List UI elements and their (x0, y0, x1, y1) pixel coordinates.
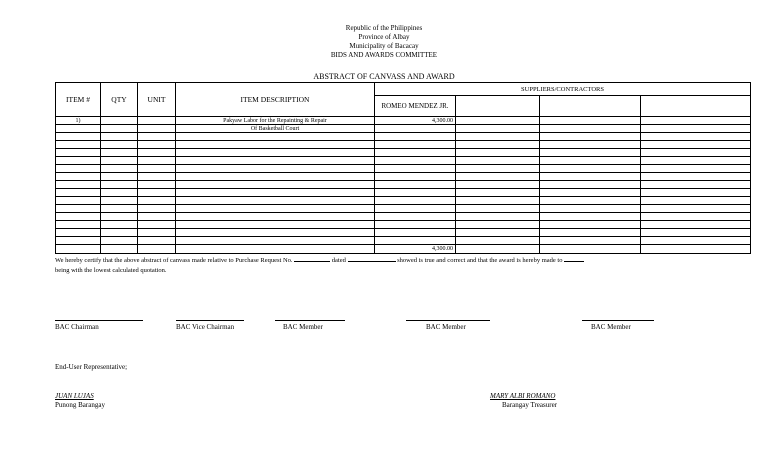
signature-line (275, 320, 345, 321)
end-user-name: JUAN LUJAS (55, 392, 94, 400)
col-header-item: ITEM # (56, 83, 101, 117)
table-row (56, 117, 751, 125)
item-amount: 4,300.00 (375, 117, 456, 125)
bac-chairman-label: BAC Chairman (55, 323, 99, 331)
certification-text: We hereby certify that the above abstract of canvass made relative to Purchase Request No. dated showed is true and correct and that the award is hereby made to being with the lowest calculated quotation. (55, 255, 715, 276)
letterhead (0, 24, 768, 60)
item-number: 1) (56, 117, 101, 125)
item-description-line2: Of Basketball Court (176, 125, 375, 133)
suppliers-header: SUPPLIERS/CONTRACTORS (375, 83, 751, 96)
total-amount: 4,300.00 (375, 245, 456, 254)
table-row (56, 141, 751, 149)
table-row (56, 157, 751, 165)
table-row (56, 149, 751, 157)
header-municipality: Municipality of Bacacay (349, 42, 419, 50)
supplier-name: ROMEO MENDEZ JR. (375, 96, 456, 117)
signature-line (176, 320, 244, 321)
table-row (56, 221, 751, 229)
table-row (56, 189, 751, 197)
header-province: Province of Albay (358, 33, 410, 41)
table-row (56, 237, 751, 245)
total-row (56, 245, 751, 254)
end-user-block (55, 392, 105, 410)
bac-member-label: BAC Member (426, 323, 466, 331)
table-row (56, 125, 751, 133)
col-header-qty: QTY (101, 83, 138, 117)
table-row (56, 173, 751, 181)
table-row (56, 205, 751, 213)
document-title: ABSTRACT OF CANVASS AND AWARD (313, 72, 455, 81)
item-description-line1: Pakyaw Labor for the Repainting & Repair (176, 117, 375, 125)
abstract-table (55, 82, 751, 254)
date-blank (348, 255, 396, 262)
header-committee: BIDS AND AWARDS COMMITTEE (330, 51, 438, 59)
pr-number-blank (294, 255, 330, 262)
blank-rows (56, 133, 751, 245)
awardee-blank (564, 255, 584, 262)
table-row (56, 165, 751, 173)
table-row (56, 229, 751, 237)
treasurer-title: Barangay Treasurer (502, 401, 558, 409)
bac-member-label: BAC Member (591, 323, 631, 331)
bac-member-label: BAC Member (283, 323, 323, 331)
signature-line (55, 320, 143, 321)
header-republic: Republic of the Philippines (345, 24, 423, 32)
col-header-description: ITEM DESCRIPTION (176, 83, 375, 117)
table-row (56, 181, 751, 189)
table-row (56, 133, 751, 141)
end-user-label: End-User Representative; (55, 363, 128, 371)
table-row (56, 197, 751, 205)
signature-line (406, 320, 490, 321)
treasurer-block (490, 392, 557, 410)
table-row (56, 213, 751, 221)
signature-line (582, 320, 654, 321)
col-header-unit: UNIT (138, 83, 176, 117)
treasurer-name: MARY ALBI ROMANO (490, 392, 556, 400)
end-user-title: Punong Barangay (55, 401, 105, 409)
bac-vice-chairman-label: BAC Vice Chairman (176, 323, 235, 331)
